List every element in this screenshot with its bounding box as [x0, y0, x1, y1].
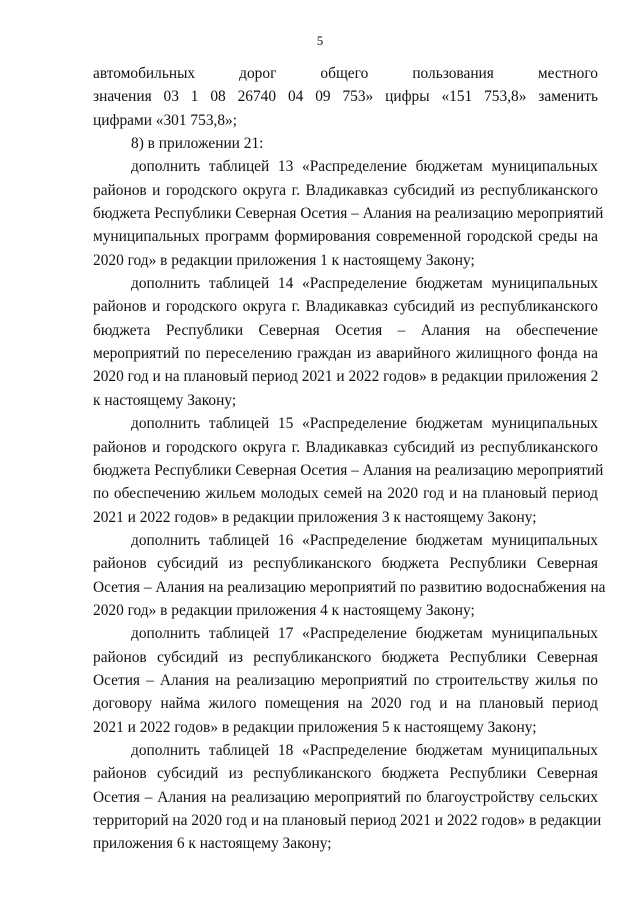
text-line: дополнить таблицей 15 «Распределение бюджетам муниципальных: [131, 415, 598, 433]
paragraph: [93, 272, 598, 412]
text-line: районов субсидий из республиканского бюджета Республики Северная: [93, 648, 598, 666]
paragraph: [93, 62, 598, 132]
text-line: автомобильных дорог общего пользования местного: [93, 65, 598, 82]
text-line: районов и городского округа г. Владикавказ субсидий из республиканского: [93, 298, 598, 316]
paragraph: [93, 412, 604, 529]
text-line: по обеспечению жильем молодых семей на 2020 год и на плановый период: [93, 485, 598, 503]
text-line: дополнить таблицей 18 «Распределение бюджетам муниципальных: [131, 741, 598, 759]
text-line: дополнить таблицей 17 «Распределение бюджетам муниципальных: [131, 625, 598, 643]
paragraph: [93, 132, 598, 155]
text-line: бюджета Республики Северная Осетия – Алания на реализацию мероприятий: [93, 205, 604, 223]
text-line: территорий на 2020 год и на плановый период 2021 и 2022 годов» в редакции: [93, 812, 602, 829]
text-line: районов и городского округа г. Владикавказ субсидий из республиканского: [93, 438, 598, 456]
text-line: Осетия – Алания на реализацию мероприятий по развитию водоснабжения на: [93, 578, 606, 596]
text-line: Осетия – Алания на реализацию мероприятий по строительству жилья по: [93, 671, 598, 689]
paragraph: [93, 739, 602, 856]
paragraph: [93, 155, 604, 272]
document-body: [93, 62, 606, 856]
text-line: 2020 год» в редакции приложения 1 к настоящему Закону;: [93, 251, 475, 269]
text-line: бюджета Республики Северная Осетия – Алания на обеспечение: [93, 321, 598, 339]
text-line: 8) в приложении 21:: [131, 135, 264, 153]
text-line: дополнить таблицей 13 «Распределение бюджетам муниципальных: [131, 158, 598, 176]
text-line: договору найма жилого помещения на 2020 год и на плановый период: [93, 695, 598, 713]
text-line: цифрами «301 753,8»;: [93, 111, 238, 129]
text-line: 2021 и 2022 годов» в редакции приложения 3 к настоящему Закону;: [93, 508, 537, 526]
text-line: дополнить таблицей 14 «Распределение бюджетам муниципальных: [131, 275, 598, 293]
text-line: районов и городского округа г. Владикавказ субсидий из республиканского: [93, 181, 598, 199]
text-line: к настоящему Закону;: [93, 391, 237, 409]
text-line: 2021 и 2022 годов» в редакции приложения 5 к настоящему Закону;: [93, 718, 537, 736]
page-number: 5: [316, 33, 324, 48]
text-line: бюджета Республики Северная Осетия – Алания на реализацию мероприятий: [93, 461, 604, 479]
text-line: мероприятий по переселению граждан из аварийного жилищного фонда на: [93, 345, 598, 363]
text-line: значения 03 1 08 26740 04 09 753» цифры «151 753,8» заменить: [93, 88, 598, 106]
text-line: дополнить таблицей 16 «Распределение бюджетам муниципальных: [131, 531, 598, 549]
text-line: районов субсидий из республиканского бюджета Республики Северная: [93, 555, 598, 573]
text-line: муниципальных программ формирования современной городской среды на: [93, 228, 598, 246]
paragraph: [93, 622, 598, 739]
text-line: приложения 6 к настоящему Закону;: [93, 835, 332, 853]
paragraph: [93, 529, 606, 622]
text-line: 2020 год» в редакции приложения 4 к настоящему Закону;: [93, 601, 475, 619]
text-line: Осетия – Алания на реализацию мероприятий по благоустройству сельских: [93, 788, 598, 806]
text-line: 2020 год и на плановый период 2021 и 2022 годов» в редакции приложения 2: [93, 368, 599, 386]
text-line: районов субсидий из республиканского бюджета Республики Северная: [93, 765, 598, 783]
